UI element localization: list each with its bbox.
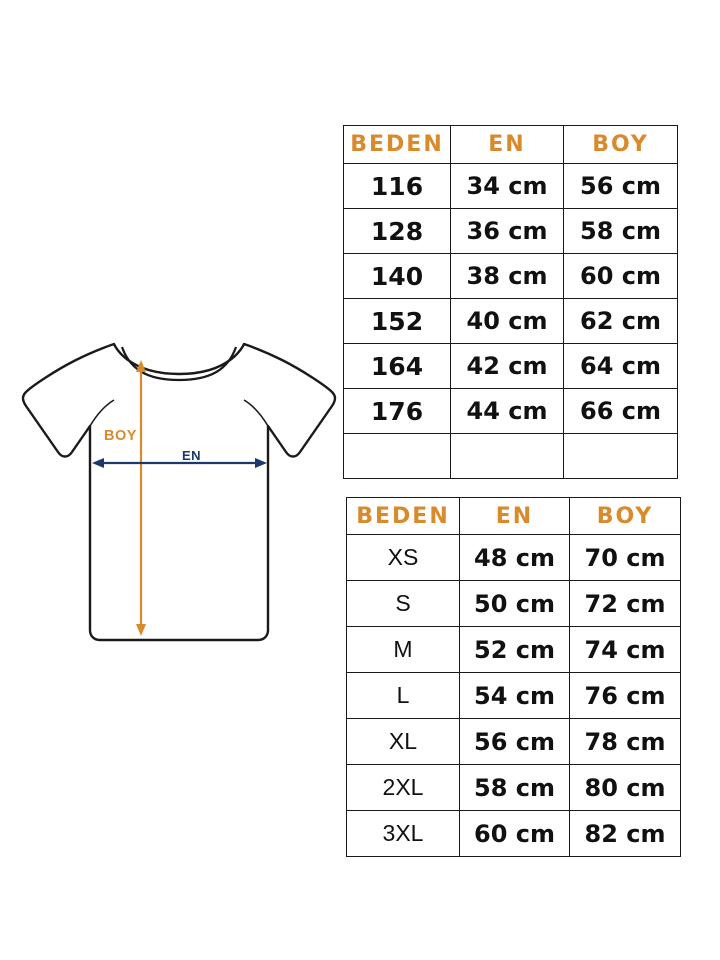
cell-size: 3XL — [347, 811, 460, 857]
table-row — [347, 719, 681, 765]
cell-length: 56 cm — [564, 164, 678, 209]
cell-size: L — [347, 673, 460, 719]
table-row — [347, 535, 681, 581]
cell-length: 64 cm — [564, 344, 678, 389]
column-header-width: EN — [451, 126, 564, 164]
cell-width: 38 cm — [451, 254, 564, 299]
table-row — [347, 627, 681, 673]
cell-width: 60 cm — [460, 811, 570, 857]
table-row — [347, 811, 681, 857]
table-row — [344, 209, 678, 254]
cell-length: 62 cm — [564, 299, 678, 344]
table-row — [344, 344, 678, 389]
table-row — [344, 254, 678, 299]
table-row — [344, 389, 678, 434]
column-header-size: BEDEN — [344, 126, 451, 164]
cell-size: 128 — [344, 209, 451, 254]
table-row — [344, 299, 678, 344]
cell-size: 116 — [344, 164, 451, 209]
cell-length: 60 cm — [564, 254, 678, 299]
cell-width: 54 cm — [460, 673, 570, 719]
cell-length: 82 cm — [570, 811, 681, 857]
cell-length: 80 cm — [570, 765, 681, 811]
table-row-empty — [344, 434, 678, 479]
table-header-row — [344, 126, 678, 164]
cell-length: 58 cm — [564, 209, 678, 254]
table-row — [347, 673, 681, 719]
column-header-length: BOY — [570, 498, 681, 535]
cell-size: 164 — [344, 344, 451, 389]
column-header-length: BOY — [564, 126, 678, 164]
cell-length — [564, 434, 678, 479]
cell-size: 140 — [344, 254, 451, 299]
cell-width: 50 cm — [460, 581, 570, 627]
cell-width: 34 cm — [451, 164, 564, 209]
cell-width: 42 cm — [451, 344, 564, 389]
cell-length: 70 cm — [570, 535, 681, 581]
table-row — [344, 164, 678, 209]
table-header-row — [347, 498, 681, 535]
column-header-size: BEDEN — [347, 498, 460, 535]
diagram-label-width: EN — [182, 448, 202, 463]
cell-size: 176 — [344, 389, 451, 434]
cell-length: 66 cm — [564, 389, 678, 434]
cell-width: 58 cm — [460, 765, 570, 811]
cell-width: 52 cm — [460, 627, 570, 673]
cell-size: XL — [347, 719, 460, 765]
t-shirt-outline-icon — [18, 330, 340, 650]
size-table-kids — [343, 125, 678, 479]
cell-size: 2XL — [347, 765, 460, 811]
size-table-adults — [346, 497, 681, 857]
cell-width: 36 cm — [451, 209, 564, 254]
cell-length: 78 cm — [570, 719, 681, 765]
cell-size: 152 — [344, 299, 451, 344]
cell-size: S — [347, 581, 460, 627]
cell-size: M — [347, 627, 460, 673]
cell-width: 40 cm — [451, 299, 564, 344]
cell-length: 72 cm — [570, 581, 681, 627]
column-header-width: EN — [460, 498, 570, 535]
cell-width: 56 cm — [460, 719, 570, 765]
cell-length: 74 cm — [570, 627, 681, 673]
cell-width: 44 cm — [451, 389, 564, 434]
cell-length: 76 cm — [570, 673, 681, 719]
diagram-label-length: BOY — [104, 428, 137, 444]
t-shirt-measurement-diagram — [18, 330, 340, 650]
cell-width — [451, 434, 564, 479]
table-row — [347, 581, 681, 627]
cell-size — [344, 434, 451, 479]
table-row — [347, 765, 681, 811]
cell-width: 48 cm — [460, 535, 570, 581]
cell-size: XS — [347, 535, 460, 581]
